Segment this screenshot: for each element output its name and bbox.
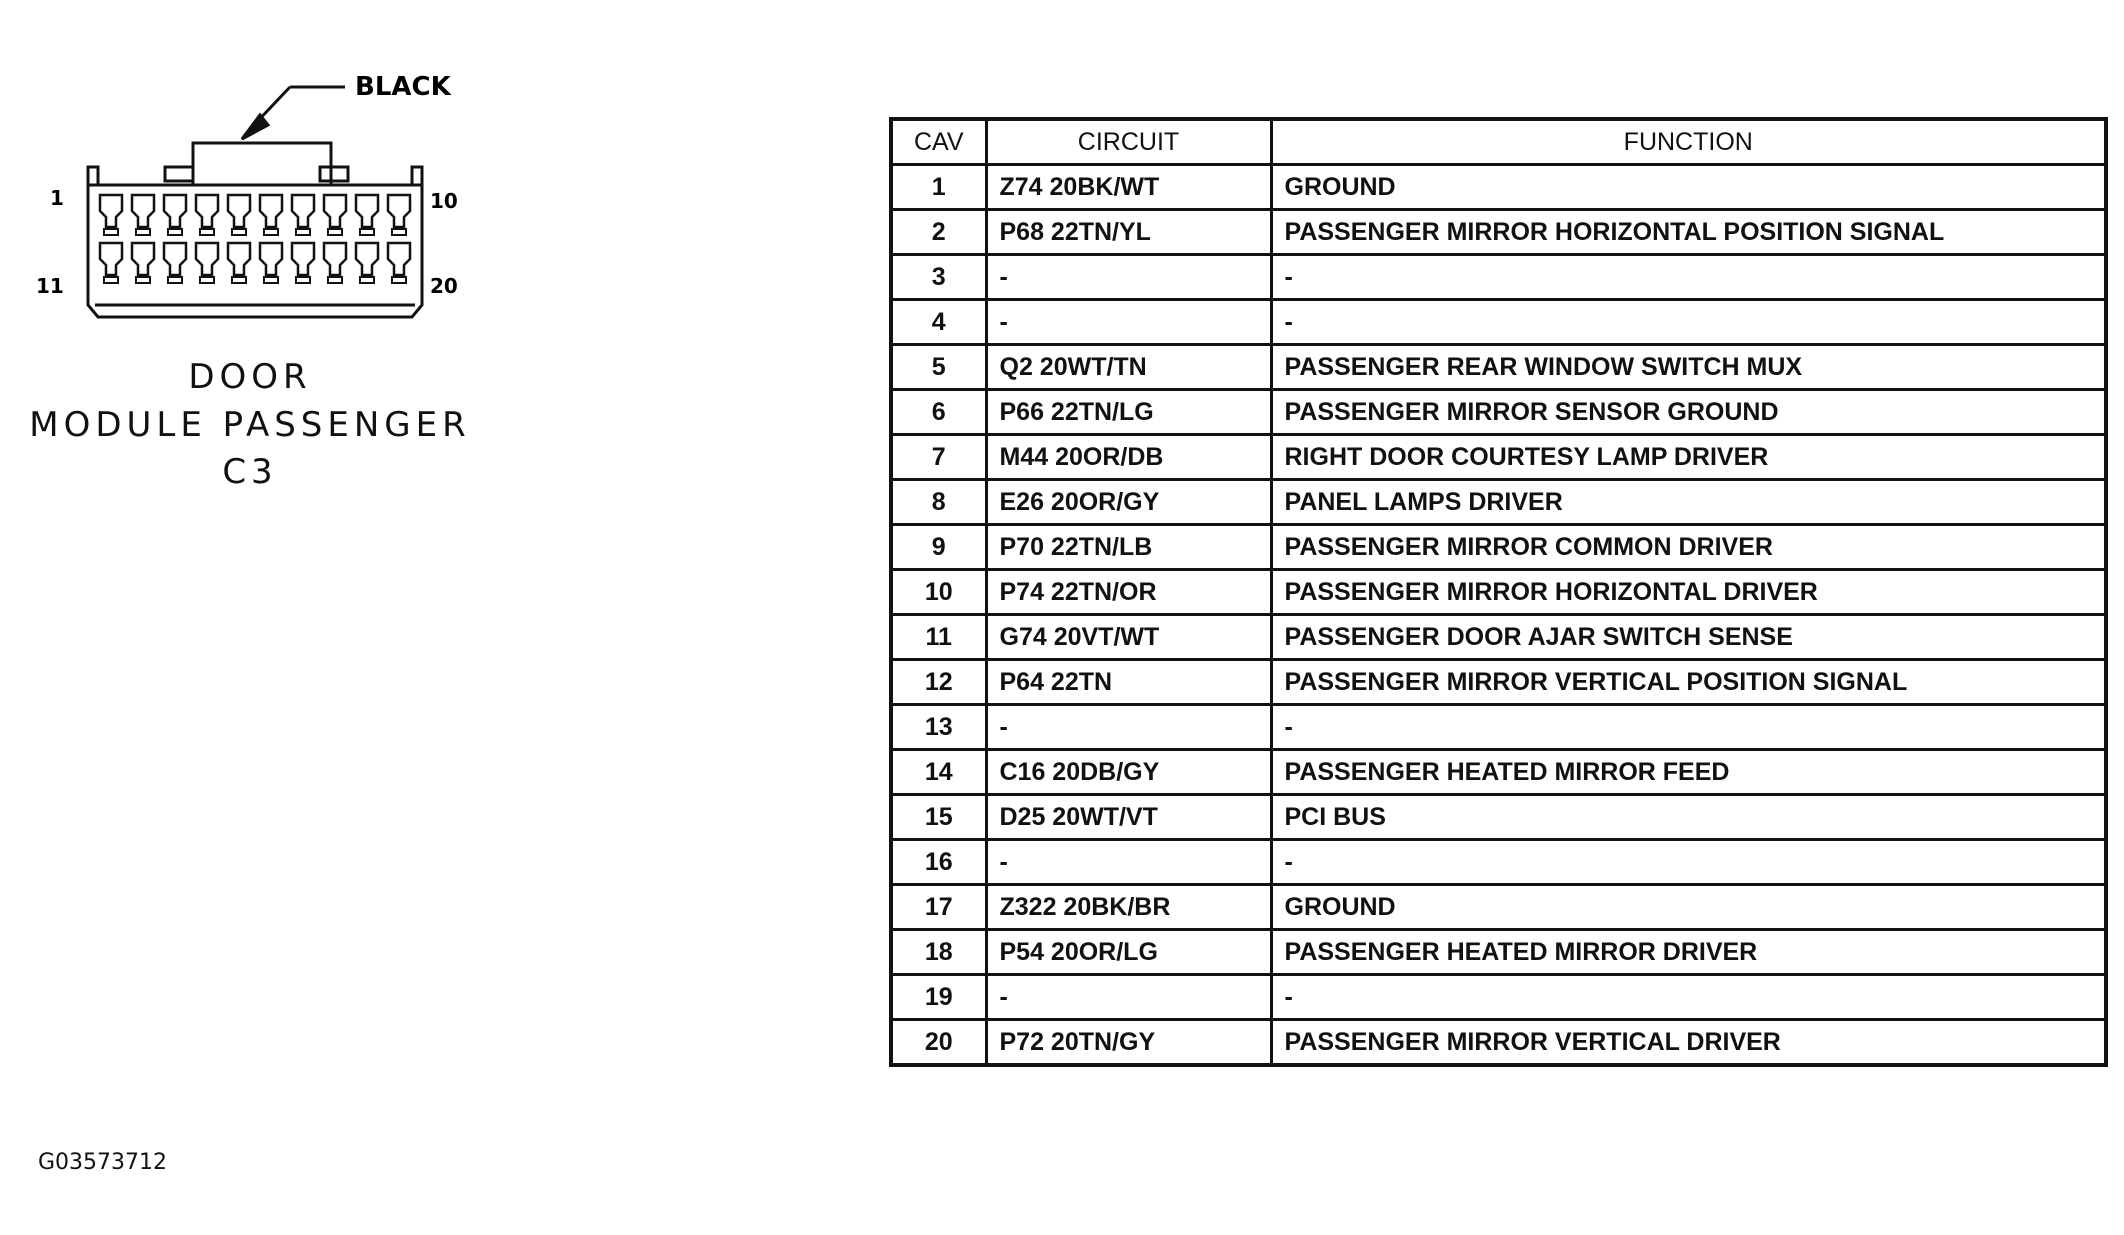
table-row: [891, 840, 2106, 885]
circuit-cell: Z322 20BK/BR: [986, 885, 1271, 930]
circuit-cell: P66 22TN/LG: [986, 390, 1271, 435]
pin-cavity: [356, 195, 378, 235]
pin-cavity: [228, 243, 250, 283]
function-cell: -: [1271, 975, 2106, 1020]
cav-cell: 12: [891, 660, 986, 705]
pin-cavity: [196, 195, 218, 235]
function-cell: PASSENGER MIRROR VERTICAL POSITION SIGNAL: [1271, 660, 2106, 705]
header-function: FUNCTION: [1271, 119, 2106, 165]
pin-cavity: [324, 195, 346, 235]
pin-cavity: [388, 243, 410, 283]
connector-title-line2: MODULE PASSENGER: [29, 405, 471, 445]
cav-cell: 8: [891, 480, 986, 525]
pin-cavity: [388, 195, 410, 235]
pin-cavity: [292, 195, 314, 235]
callout-label: BLACK: [355, 72, 451, 102]
circuit-cell: D25 20WT/VT: [986, 795, 1271, 840]
cav-cell: 4: [891, 300, 986, 345]
function-cell: -: [1271, 705, 2106, 750]
figure-id: G03573712: [38, 1150, 168, 1175]
table-row: [891, 525, 2106, 570]
cav-cell: 11: [891, 615, 986, 660]
pin-cavity: [292, 243, 314, 283]
circuit-cell: P70 22TN/LB: [986, 525, 1271, 570]
circuit-cell: -: [986, 705, 1271, 750]
cav-cell: 5: [891, 345, 986, 390]
circuit-cell: P68 22TN/YL: [986, 210, 1271, 255]
pin-cavity: [100, 195, 122, 235]
circuit-cell: -: [986, 300, 1271, 345]
cav-cell: 2: [891, 210, 986, 255]
circuit-cell: P74 22TN/OR: [986, 570, 1271, 615]
table-header-row: [891, 119, 2106, 165]
circuit-cell: P54 20OR/LG: [986, 930, 1271, 975]
table-row: [891, 750, 2106, 795]
circuit-cell: -: [986, 975, 1271, 1020]
cav-cell: 19: [891, 975, 986, 1020]
function-cell: PASSENGER MIRROR COMMON DRIVER: [1271, 525, 2106, 570]
function-cell: GROUND: [1271, 165, 2106, 210]
pin-cavity: [132, 195, 154, 235]
table-row: [891, 300, 2106, 345]
connector-title-line1: DOOR: [188, 357, 312, 397]
cav-cell: 7: [891, 435, 986, 480]
cav-cell: 20: [891, 1020, 986, 1066]
table-row: [891, 1020, 2106, 1066]
circuit-cell: C16 20DB/GY: [986, 750, 1271, 795]
pin-cavity: [356, 243, 378, 283]
pinout-table: [889, 117, 2108, 1067]
pin-cavity: [164, 195, 186, 235]
pin-grid: [100, 195, 410, 283]
connector-diagram: [20, 55, 480, 355]
pin-cavity: [132, 243, 154, 283]
function-cell: PASSENGER MIRROR HORIZONTAL DRIVER: [1271, 570, 2106, 615]
header-cav: CAV: [891, 119, 986, 165]
pin-label-1: 1: [50, 186, 64, 210]
pin-cavity: [228, 195, 250, 235]
cav-cell: 6: [891, 390, 986, 435]
function-cell: -: [1271, 255, 2106, 300]
cav-cell: 15: [891, 795, 986, 840]
table-row: [891, 930, 2106, 975]
function-cell: PASSENGER DOOR AJAR SWITCH SENSE: [1271, 615, 2106, 660]
cav-cell: 13: [891, 705, 986, 750]
cav-cell: 14: [891, 750, 986, 795]
function-cell: PANEL LAMPS DRIVER: [1271, 480, 2106, 525]
table-row: [891, 705, 2106, 750]
table-row: [891, 660, 2106, 705]
table-row: [891, 165, 2106, 210]
circuit-cell: E26 20OR/GY: [986, 480, 1271, 525]
table-row: [891, 345, 2106, 390]
cav-cell: 1: [891, 165, 986, 210]
function-cell: GROUND: [1271, 885, 2106, 930]
table-row: [891, 435, 2106, 480]
table-row: [891, 480, 2106, 525]
cav-cell: 17: [891, 885, 986, 930]
pin-cavity: [324, 243, 346, 283]
pin-label-11: 11: [36, 274, 64, 298]
pin-cavity: [260, 195, 282, 235]
pin-label-10: 10: [430, 189, 458, 213]
table-row: [891, 975, 2106, 1020]
circuit-cell: Q2 20WT/TN: [986, 345, 1271, 390]
function-cell: -: [1271, 300, 2106, 345]
function-cell: PASSENGER REAR WINDOW SWITCH MUX: [1271, 345, 2106, 390]
pin-cavity: [260, 243, 282, 283]
circuit-cell: P64 22TN: [986, 660, 1271, 705]
circuit-cell: -: [986, 255, 1271, 300]
circuit-cell: P72 20TN/GY: [986, 1020, 1271, 1066]
cav-cell: 10: [891, 570, 986, 615]
header-circuit: CIRCUIT: [986, 119, 1271, 165]
callout-arrow: [242, 87, 345, 139]
function-cell: -: [1271, 840, 2106, 885]
function-cell: PASSENGER MIRROR HORIZONTAL POSITION SIGNAL: [1271, 210, 2106, 255]
table-row: [891, 795, 2106, 840]
table-row: [891, 390, 2106, 435]
pin-cavity: [100, 243, 122, 283]
function-cell: RIGHT DOOR COURTESY LAMP DRIVER: [1271, 435, 2106, 480]
function-cell: PASSENGER HEATED MIRROR FEED: [1271, 750, 2106, 795]
function-cell: PASSENGER HEATED MIRROR DRIVER: [1271, 930, 2106, 975]
table-row: [891, 615, 2106, 660]
cav-cell: 3: [891, 255, 986, 300]
function-cell: PASSENGER MIRROR SENSOR GROUND: [1271, 390, 2106, 435]
function-cell: PCI BUS: [1271, 795, 2106, 840]
function-cell: PASSENGER MIRROR VERTICAL DRIVER: [1271, 1020, 2106, 1066]
cav-cell: 16: [891, 840, 986, 885]
pinout-body: [891, 165, 2106, 1066]
cav-cell: 9: [891, 525, 986, 570]
pin-label-20: 20: [430, 274, 458, 298]
cav-cell: 18: [891, 930, 986, 975]
table-row: [891, 570, 2106, 615]
table-row: [891, 210, 2106, 255]
table-row: [891, 885, 2106, 930]
circuit-cell: -: [986, 840, 1271, 885]
pin-cavity: [164, 243, 186, 283]
circuit-cell: Z74 20BK/WT: [986, 165, 1271, 210]
circuit-cell: G74 20VT/WT: [986, 615, 1271, 660]
circuit-cell: M44 20OR/DB: [986, 435, 1271, 480]
connector-title-line3: C3: [222, 452, 278, 492]
pin-cavity: [196, 243, 218, 283]
table-row: [891, 255, 2106, 300]
